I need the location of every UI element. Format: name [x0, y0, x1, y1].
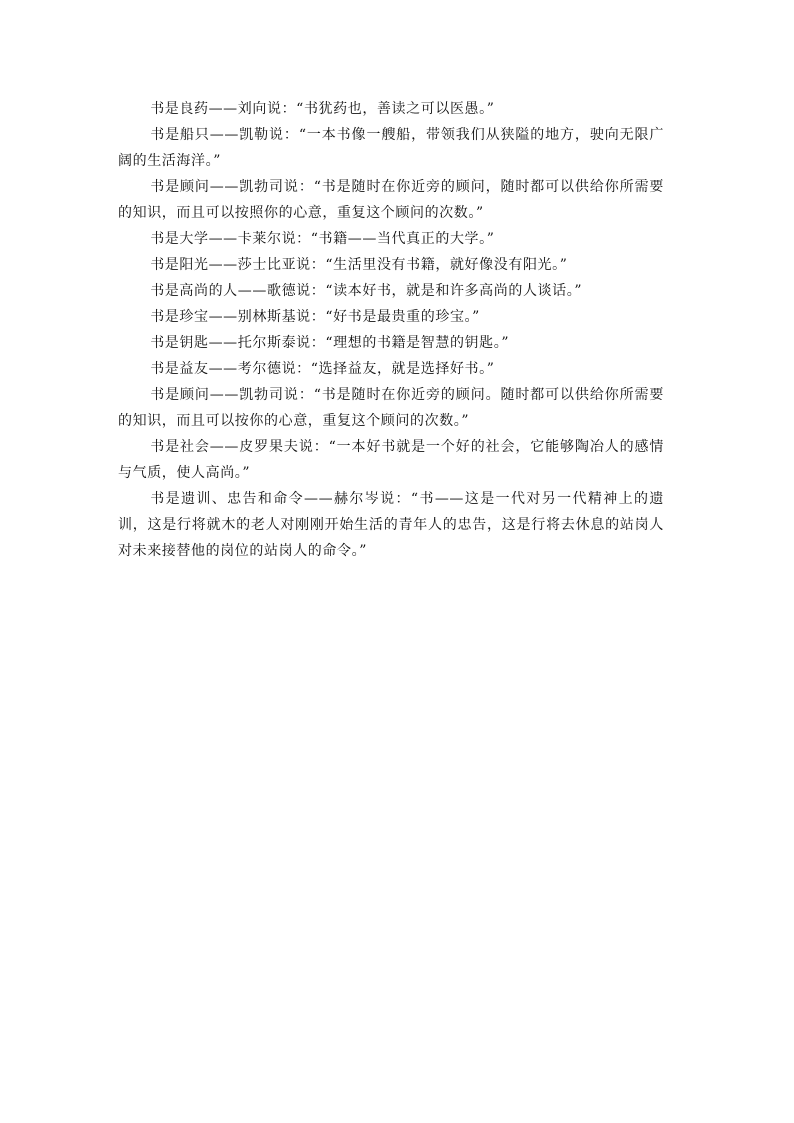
- paragraph-4: 书是大学——卡莱尔说：“书籍——当代真正的大学。”: [150, 231, 495, 247]
- paragraph-3: 书是顾问——凯勃司说：“书是随时在你近旁的顾问，随时都可以供给你所需要的知识，而且可以按照你的心意，重复这个顾问的次数。”: [118, 179, 664, 221]
- document-body: [118, 96, 664, 564]
- paragraph-12: 书是遗训、忠告和命令——赫尔岑说：“书——这是一代对另一代精神上的遗训，这是行将就木的老人对刚刚开始生活的青年人的忠告，这是行将去休息的站岗人对未来接替他的岗位的站岗人的命令。”: [118, 491, 664, 559]
- paragraph-5: 书是阳光——莎士比亚说：“生活里没有书籍，就好像没有阳光。”: [150, 257, 568, 273]
- paragraph-10: 书是顾问——凯勃司说：“书是随时在你近旁的顾问。随时都可以供给你所需要的知识，而且可以按你的心意，重复这个顾问的次数。”: [118, 387, 664, 429]
- paragraph-11: 书是社会——皮罗果夫说：“一本好书就是一个好的社会，它能够陶冶人的感情与气质，使人高尚。”: [118, 439, 664, 481]
- paragraph-1: 书是良药——刘向说：“书犹药也，善读之可以医愚。”: [150, 101, 495, 117]
- paragraph-8: 书是钥匙——托尔斯泰说：“理想的书籍是智慧的钥匙。”: [150, 335, 510, 351]
- paragraph-2: 书是船只——凯勒说：“一本书像一艘船，带领我们从狭隘的地方，驶向无限广阔的生活海洋。”: [118, 127, 664, 169]
- paragraph-6: 书是高尚的人——歌德说：“读本好书，就是和许多高尚的人谈话。”: [150, 283, 583, 299]
- paragraph-7: 书是珍宝——别林斯基说：“好书是最贵重的珍宝。”: [150, 309, 480, 325]
- paragraph-9: 书是益友——考尔德说：“选择益友，就是选择好书。”: [150, 361, 495, 377]
